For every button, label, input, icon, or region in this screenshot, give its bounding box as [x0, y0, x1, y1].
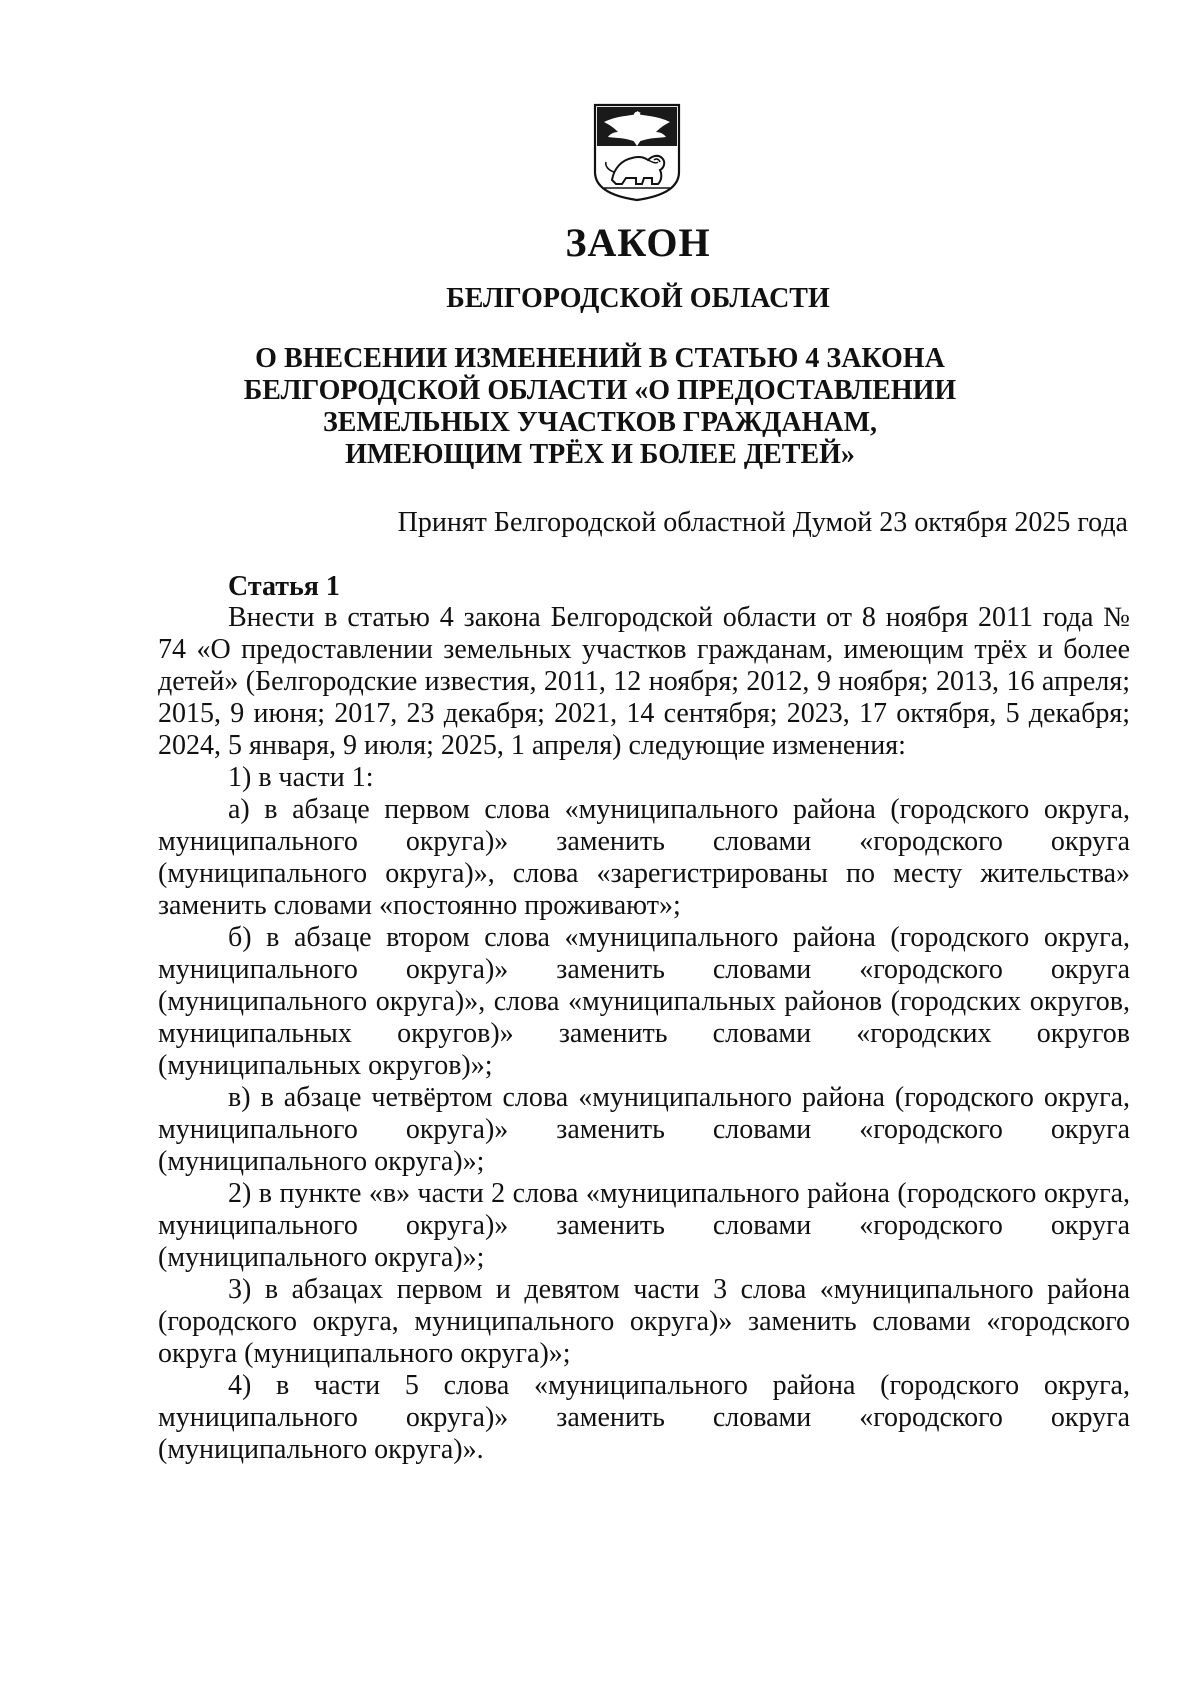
law-title-line: ЗЕМЕЛЬНЫХ УЧАСТКОВ ГРАЖДАНАМ, — [322, 407, 878, 438]
article-body — [158, 602, 1130, 1466]
law-title-line: О ВНЕСЕНИИ ИЗМЕНЕНИЙ В СТАТЬЮ 4 ЗАКОНА — [255, 343, 945, 374]
article-paragraph: 2) в пункте «в» части 2 слова «муниципального района (городского округа, муниципального округа)» заменить словами «городского округа (муниципального округа)»; — [158, 1178, 1130, 1273]
article-paragraph: 4) в части 5 слова «муниципального района (городского округа, муниципального округа)» заменить словами «городского округа (муниципального округа)». — [158, 1370, 1130, 1465]
article-paragraph: а) в абзаце первом слова «муниципального района (городского округа, муниципального округа)» заменить словами «городского округа (муниципального округа)», слова «зарегистрированы по месту жительства» заменить словами «постоянно проживают»; — [158, 794, 1130, 921]
adoption-note: Принят Белгородской областной Думой 23 октября 2025 года — [397, 507, 1128, 538]
law-title — [0, 343, 1200, 471]
coat-of-arms-icon — [592, 102, 682, 202]
article-paragraph: Внести в статью 4 закона Белгородской области от 8 ноября 2011 года № 74 «О предоставлении земельных участков гражданам, имеющим трёх и более детей» (Белгородские известия, 2011, 12 ноября; 2012, 9 ноября; 2013, 16 апреля; 2015, 9 июня; 2017, 23 декабря; 2021, 14 сентября; 2023, 17 октября, 5 декабря; 2024, 5 января, 9 июля; 2025, 1 апреля) следующие изменения: — [158, 602, 1130, 761]
document-type-heading: ЗАКОН — [565, 220, 711, 265]
article-paragraph: 3) в абзацах первом и девятом части 3 слова «муниципального района (городского округа, муниципального округа)» заменить словами «городского округа (муниципального округа)»; — [158, 1274, 1130, 1369]
law-title-line: БЕЛГОРОДСКОЙ ОБЛАСТИ «О ПРЕДОСТАВЛЕНИИ — [243, 375, 957, 406]
law-title-line: ИМЕЮЩИМ ТРЁХ И БОЛЕЕ ДЕТЕЙ» — [345, 439, 855, 470]
article-paragraph: в) в абзаце четвёртом слова «муниципального района (городского округа, муниципального округа)» заменить словами «городского округа (муниципального округа)»; — [158, 1082, 1130, 1177]
article-heading: Статья 1 — [228, 571, 340, 602]
article-paragraph: б) в абзаце втором слова «муниципального района (городского округа, муниципального округа)» заменить словами «городского округа (муниципального округа)», слова «муниципальных районов (городских округов, муниципальных округов)» заменить словами «городских округов (муниципальных округов)»; — [158, 922, 1130, 1081]
region-heading: БЕЛГОРОДСКОЙ ОБЛАСТИ — [446, 283, 830, 314]
article-paragraph: 1) в части 1: — [228, 762, 374, 793]
